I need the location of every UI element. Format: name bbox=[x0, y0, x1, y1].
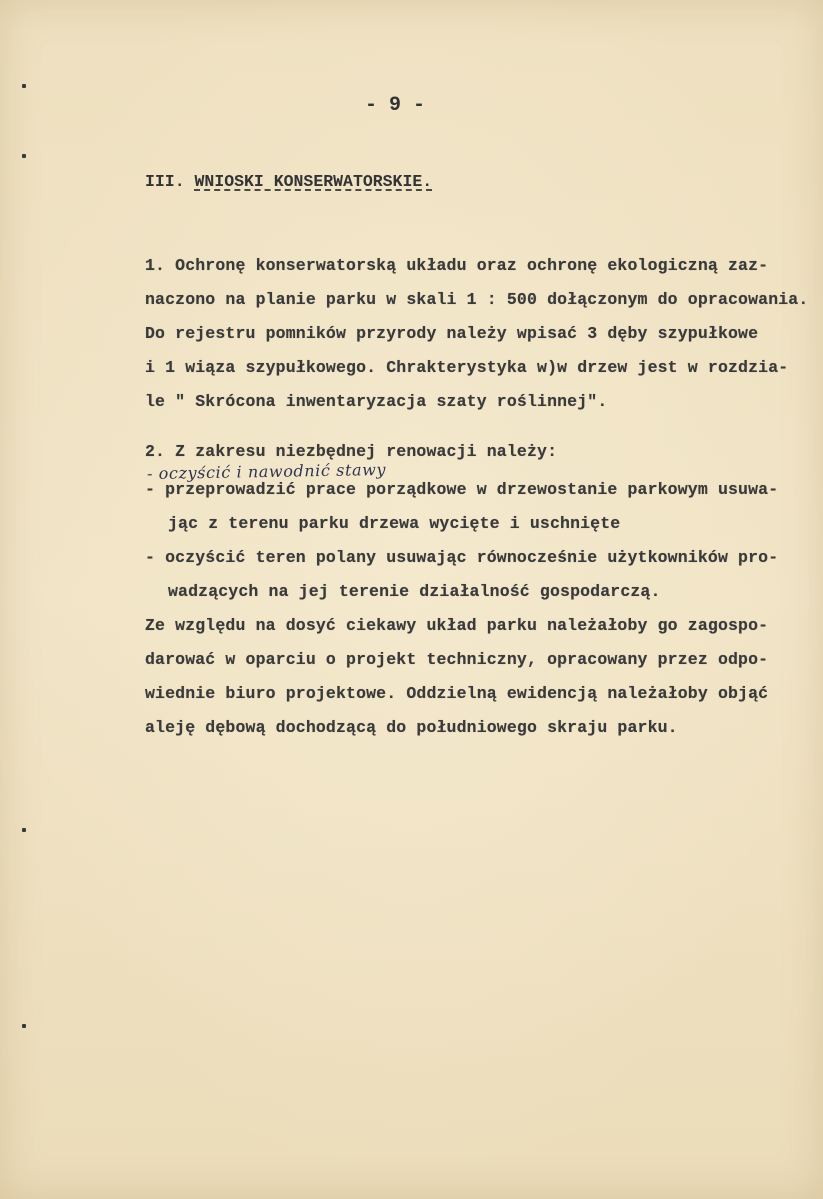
margin-mark bbox=[22, 154, 26, 158]
text-line: wiednie biuro projektowe. Oddzielną ewidencją należałoby objąć bbox=[145, 684, 769, 703]
margin-mark bbox=[22, 828, 26, 832]
list-item: - oczyścić teren polany usuwając równocześnie użytkowników pro- bbox=[145, 548, 779, 567]
section-heading bbox=[145, 172, 432, 191]
handwritten-note: - oczyścić i nawodnić stawy bbox=[146, 459, 387, 484]
text-line: wadzących na jej terenie działalność gospodarczą. bbox=[168, 582, 661, 601]
text-line: aleję dębową dochodzącą do południowego skraju parku. bbox=[145, 718, 678, 737]
margin-mark bbox=[22, 1024, 26, 1028]
text-line: le " Skrócona inwentaryzacja szaty roślinnej". bbox=[145, 392, 608, 411]
margin-mark bbox=[22, 84, 26, 88]
text-line: jąc z terenu parku drzewa wycięte i uschnięte bbox=[168, 514, 621, 533]
text-line: i 1 wiąza szypułkowego. Chrakterystyka w)w drzew jest w rozdzia- bbox=[145, 358, 789, 377]
section-heading-title: WNIOSKI KONSERWATORSKIE. bbox=[194, 172, 433, 191]
text-line: Ze względu na dosyć ciekawy układ parku należałoby go zagospo- bbox=[145, 616, 769, 635]
page-number: - 9 - bbox=[365, 94, 426, 117]
section-heading-prefix: III. bbox=[145, 172, 185, 191]
text-line: naczono na planie parku w skali 1 : 500 dołączonym do opracowania. bbox=[145, 290, 809, 309]
text-line: 2. Z zakresu niezbędnej renowacji należy: bbox=[145, 442, 558, 461]
text-line: 1. Ochronę konserwatorską układu oraz ochronę ekologiczną zaz- bbox=[145, 256, 769, 275]
text-line: Do rejestru pomników przyrody należy wpisać 3 dęby szypułkowe bbox=[145, 324, 759, 343]
text-line: darować w oparciu o projekt techniczny, opracowany przez odpo- bbox=[145, 650, 769, 669]
list-item: - przeprowadzić prace porządkowe w drzewostanie parkowym usuwa- bbox=[145, 480, 779, 499]
